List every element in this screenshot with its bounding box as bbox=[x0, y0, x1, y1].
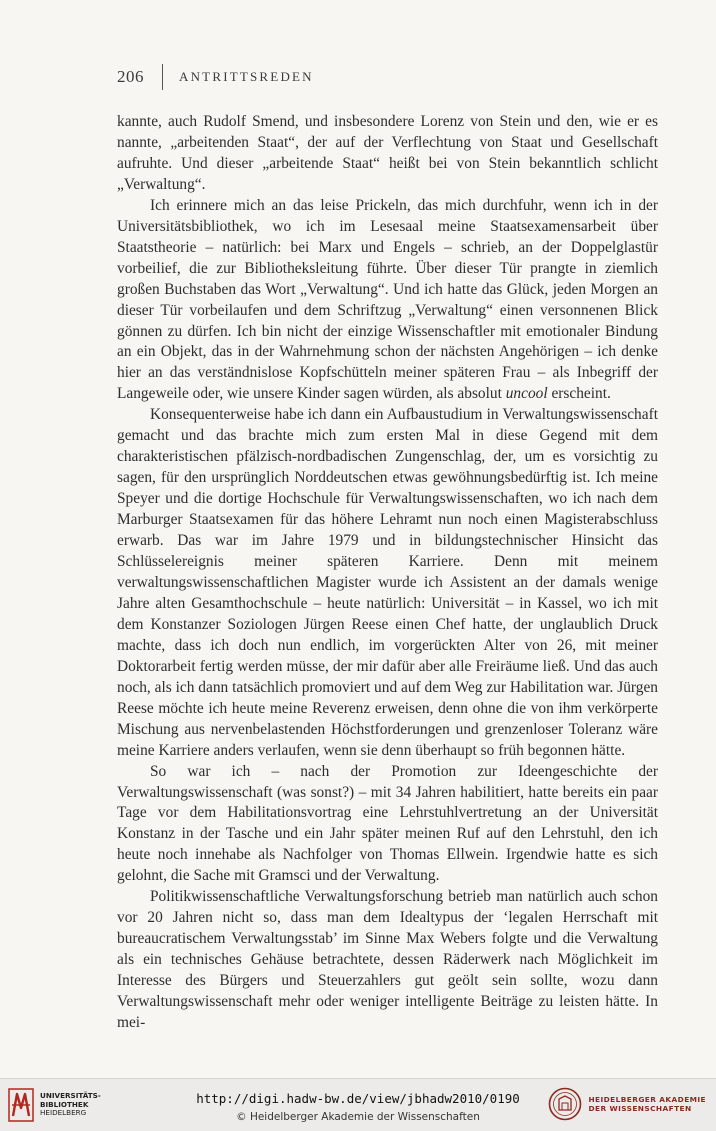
library-name-line: HEIDELBERG bbox=[40, 1108, 87, 1118]
academy-logo[interactable] bbox=[548, 1087, 706, 1121]
body-text bbox=[117, 112, 658, 1034]
paragraph-text: erscheint. bbox=[547, 385, 611, 403]
academy-name bbox=[588, 1095, 706, 1113]
copyright-notice: © Heidelberger Akademie der Wissenschaften bbox=[236, 1111, 480, 1123]
academy-name-line: HEIDELBERGER AKADEMIE bbox=[588, 1095, 706, 1104]
paragraph bbox=[117, 405, 658, 761]
paragraph bbox=[117, 762, 658, 888]
header-divider bbox=[162, 64, 163, 90]
source-url-link[interactable]: http://digi.hadw-bw.de/view/jbhadw2010/0190 bbox=[196, 1091, 520, 1106]
paragraph-text: Ich erinnere mich an das leise Prickeln, das mich durchfuhr, wenn ich in der Universitätsbibliothek, wo ich im Lesesaal meine Staatsexamensarbeit über Staatstheorie – natürlich: bei Marx und Engels – schrieb, an der Doppelglastür vorbeilief, die zur Bibliotheksleitung führte. Über dieser Tür prangte in ziemlich großen Buchstaben das Wort „Verwaltung“. Und ich hatte das Glück, jeden Morgen an dieser Tür vorbeilaufen und dem Schriftzug „Verwaltung“ einen versonnenen Blick gönnen zu dürfen. Ich bin nicht der einzige Wissenschaftler mit emotionaler Bindung an ein Objekt, das in der Wahrnehmung schon der nächsten Angehörigen – ich denke hier an das verständnislose Kopfschütteln meiner späteren Frau – als Inbegriff der Langeweile oder, wie unsere Kinder sagen würden, als absolut bbox=[117, 196, 658, 403]
hadw-seal-icon bbox=[548, 1087, 582, 1121]
section-title: ANTRITTSREDEN bbox=[179, 69, 314, 84]
paragraph-text: Politikwissenschaftliche Verwaltungsforschung betrieb man natürlich auch schon vor 20 Jahren nicht so, dass man dem Idealtypus der ‘legalen Herrschaft mit bureaucratischem Verwaltungsstab’ im Sinne Max Webers folgte und die Verwaltung als ein technisches Gehäuse betrachtete, dessen Räderwerk nach Möglichkeit im Interesse des Bürgers und Steuerzahlers gut geölt sein sollte, wozu dann Verwaltungswissenschaft mehr oder weniger intelligente Beiträge zu leisten hätte. In mei- bbox=[117, 888, 658, 1031]
footer-bar bbox=[0, 1078, 716, 1131]
library-name-line: UNIVERSITÄTS- bbox=[40, 1091, 101, 1101]
paragraph-text: kannte, auch Rudolf Smend, und insbesondere Lorenz von Stein und den, wie er es nannte, „arbeitenden Staat“, der auf der Verflechtung von Staat und Gesellschaft aufruhte. Und dieser „arbeitende Staat“ heißt bei von Stein bekanntlich schlicht „Verwaltung“. bbox=[117, 113, 658, 193]
academy-name-line: DER WISSENSCHAFTEN bbox=[588, 1104, 692, 1113]
library-name-line: BIBLIOTHEK bbox=[40, 1099, 89, 1109]
emphasis-text: uncool bbox=[505, 385, 548, 403]
page-number: 206 bbox=[117, 67, 144, 86]
paragraph bbox=[117, 887, 658, 1034]
paragraph-text: So war ich – nach der Promotion zur Ideengeschichte der Verwaltungswissenschaft (was sonst?) – mit 34 Jahren habilitiert, hatte bereits ein paar Tage vor dem Habilitationsvortrag eine Lehrstuhlvertretung an der Universität Konstanz in der Tasche und ein Jahr später meinen Ruf auf den Lehrstuhl, den ich heute noch innehabe als Nachfolger von Thomas Ellwein. Irgendwie hatte es sich gelohnt, die Sache mit Gramsci und der Verwaltung. bbox=[117, 762, 658, 885]
paragraph-text: Konsequenterweise habe ich dann ein Aufbaustudium in Verwaltungswissenschaft gemacht und das brachte mich zum ersten Mal in diese Gegend mit dem charakteristischen pfälzisch-nordbadischen Zungenschlag, der, um es vorsichtig zu sagen, für den ursprünglich Norddeutschen etwas gewöhnungsbedürftig ist. Ich meine Speyer und die dortige Hochschule für Verwaltungswissenschaften, wo ich nach dem Marburger Staatsexamen für das höhere Lehramt nun noch einen Magisterabschluss erwarb. Das war im Jahre 1979 und in bildungstechnischer Hinsicht das Schlüsselereignis meiner späteren Karriere. Denn mit meinem verwaltungswissenschaftlichen Magister wurde ich Assistent an der damals wenige Jahre alten Gesamthochschule – heute natürlich: Universität – in Kassel, wo ich mit dem Konstanzer Soziologen Jürgen Reese einen Chef hatte, der unglaublich Druck machte, dass ich doch nun endlich, im vorgerückten Alter von 26, mit meiner Doktorarbeit fertig werden müsse, der mir dafür aber alle Freiräume ließ. Und das auch noch, als ich dann tatsächlich promoviert und auf dem Weg zur Habilitation war. Jürgen Reese möchte ich heute meine Reverenz erweisen, denn ohne die von ihm verkörperte Mischung aus nervenbelastenden Höchstforderungen und grenzenloser Toleranz wäre meine Karriere anders verlaufen, wenn sie denn überhaupt so früh begonnen hätte. bbox=[117, 406, 658, 759]
paragraph bbox=[117, 196, 658, 406]
paragraph bbox=[117, 112, 658, 196]
running-header bbox=[117, 62, 314, 92]
